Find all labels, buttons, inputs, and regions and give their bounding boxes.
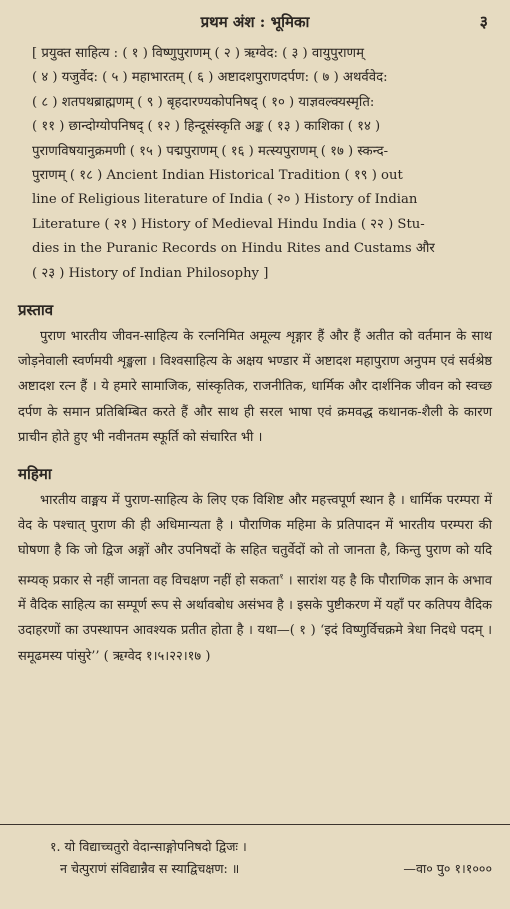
mahima-text-part2: । सारांश यह है कि पौराणिक ज्ञान के अभाव में वैदिक साहित्य का सम्पूर्ण रूप से अर्थावबोध असंभव है । इसके पुष्टीकरण में यहाँ पर कतिपय वैदिक उदाहरणों का उपस्थापन आवश्यक प्रतीत होता है । यथा—( १ ) ‘इदं विष्णुर्विचक्रमे त्रेधा निदधे पदम् । समूढमस्य पांसुरे’’ ( ऋग्वेद १।५।२२।१७ ) <box>18 573 492 664</box>
footnote-divider <box>0 824 510 825</box>
bibliography-line: ( ८ ) शतपथब्राह्मणम् ( ९ ) बृहदारण्यकोपनिषद् ( १० ) याज्ञवल्क्यस्मृति: <box>32 94 375 110</box>
bibliography-line: पुराणम् ( १८ ) Ancient Indian Historical Tradition ( १९ ) out <box>32 168 403 184</box>
footnote-source: —वा० पु० १।१००० <box>403 861 492 876</box>
footnote <box>50 836 492 880</box>
section-heading-mahima: महिमा <box>18 465 52 484</box>
footnote-line-2-row <box>50 858 492 880</box>
prastav-paragraph: पुराण भारतीय जीवन-साहित्य के रत्ननिमित अमूल्य शृङ्गार हैं और हैं अतीत को वर्तमान के साथ जोड़नेवाली स्वर्णमयी शृङ्खला । विश्वसाहित्य के अक्षय भण्डार में अष्टादश महापुराण अनुपम एवं सर्वश्रेष्ठ अष्टादश रत्न हैं । ये हमारे सामाजिक, सांस्कृतिक, राजनीतिक, धार्मिक और दार्शनिक जीवन को स्वच्छ दर्पण के समान प्रतिबिम्बित करते हैं और साथ ही सरल भाषा एवं क्रमवद्ध कथानक-शैली के कारण प्राचीन होते हुए भी नवीनतम स्फूर्ति को संचारित भी । <box>18 329 492 445</box>
bibliography-line: ( ४ ) यजुर्वेद: ( ५ ) महाभारतम् ( ६ ) अष्टादशपुराणदर्पण: ( ७ ) अथर्ववेद: <box>32 70 388 86</box>
bibliography-line: पुराणविषयानुक्रमणी ( १५ ) पद्मपुराणम् ( १६ ) मत्स्यपुराणम् ( १७ ) स्कन्द- <box>32 143 389 159</box>
bibliography-line: ( ११ ) छान्दोग्योपनिषद् ( १२ ) हिन्दूसंस्कृति अङ्क ( १३ ) काशिका ( १४ ) <box>32 119 381 135</box>
mahima-paragraph <box>18 488 492 669</box>
bibliography-line: Literature ( २१ ) History of Medieval Hindu India ( २२ ) Stu- <box>32 216 425 232</box>
running-title: प्रथम अंश : भूमिका <box>200 13 310 31</box>
footnote-line-2: न चेत्पुराणं संविद्यान्नैव स स्याद्विचक्षण: ॥ <box>60 861 240 876</box>
bibliography-line: ( २३ ) History of Indian Philosophy ] <box>32 265 269 281</box>
page-header <box>18 6 492 36</box>
footnote-line-1: १. यो विद्याच्चतुरो वेदान्साङ्गोपनिषदो द्विजः । <box>50 839 247 854</box>
bibliography-line: dies in the Puranic Records on Hindu Rites and Custams और <box>32 241 435 257</box>
section-heading-prastav: प्रस्ताव <box>18 301 54 320</box>
bibliography-block <box>18 42 492 286</box>
bibliography-line: line of Religious literature of India ( २० ) History of Indian <box>32 192 418 208</box>
page-number: ३ <box>479 12 488 31</box>
mahima-text-part1: भारतीय वाङ्मय में पुराण-साहित्य के लिए एक विशिष्ट और महत्त्वपूर्ण स्थान है । धार्मिक परम्परा में वेद के पश्चात् पुराण की ही अधिमान्यता है । पौराणिक महिमा के प्रतिपादन में भारतीय परम्परा की घोषणा है कि जो द्विज अङ्गों और उपनिषदों के सहित चतुर्वेदों को तो जानता है, किन्तु पुराण को यदि सम्यक् प्रकार से नहीं जानता वह विचक्षण नहीं हो सकता <box>18 493 492 589</box>
bibliography-line: [ प्रयुक्त साहित्य : ( १ ) विष्णुपुराणम् ( २ ) ऋग्वेद: ( ३ ) वायुपुराणम् <box>32 46 364 61</box>
footnote-reference: १ <box>279 571 284 581</box>
